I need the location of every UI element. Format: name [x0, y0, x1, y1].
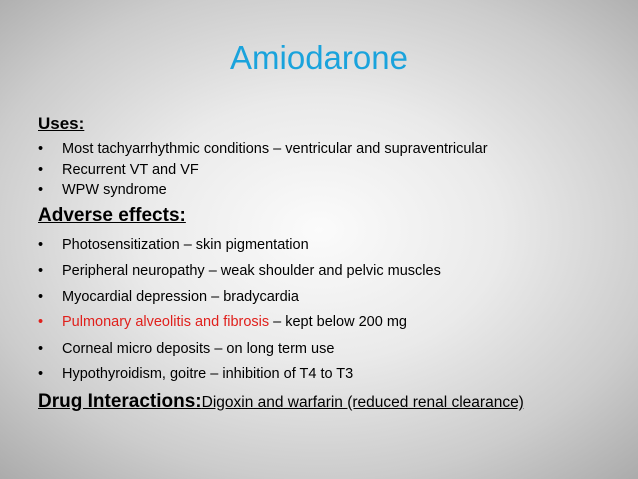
bullet-icon: • [38, 141, 44, 157]
slide-title: Amiodarone [230, 39, 408, 76]
adverse-item-text: Photosensitization – skin pigmentation [62, 237, 309, 253]
uses-item-text: Recurrent VT and VF [62, 162, 199, 178]
uses-item-text: WPW syndrome [62, 182, 167, 198]
bullet-icon: • [38, 237, 44, 253]
bullet-icon: • [38, 263, 44, 279]
drug-interactions-heading [38, 391, 524, 414]
bullet-icon: • [38, 162, 44, 178]
adverse-item-text: Corneal micro deposits – on long term use [62, 341, 335, 357]
adverse-item-text: Hypothyroidism, goitre – inhibition of T4 to T3 [62, 366, 354, 382]
bullet-icon: • [38, 314, 44, 330]
adverse-item-text: Peripheral neuropathy – weak shoulder and pelvic muscles [62, 263, 441, 279]
uses-item-text: Most tachyarrhythmic conditions – ventricular and supraventricular [62, 141, 488, 157]
uses-heading: Uses: [38, 114, 85, 133]
drug-interactions-text: Digoxin and warfarin (reduced renal clearance) [201, 394, 524, 411]
adverse-item-rest: – kept below 200 mg [269, 314, 407, 330]
bullet-icon: • [38, 341, 44, 357]
adverse-item-text: Myocardial depression – bradycardia [62, 289, 299, 305]
bullet-icon: • [38, 366, 44, 382]
bullet-icon: • [38, 182, 44, 198]
adverse-effects-heading: Adverse effects: [38, 205, 186, 226]
highlighted-text: Pulmonary alveolitis and fibrosis [62, 314, 270, 330]
drug-interactions-label: Drug Interactions: [38, 391, 202, 412]
adverse-item-text [62, 313, 407, 331]
bullet-icon: • [38, 289, 44, 305]
